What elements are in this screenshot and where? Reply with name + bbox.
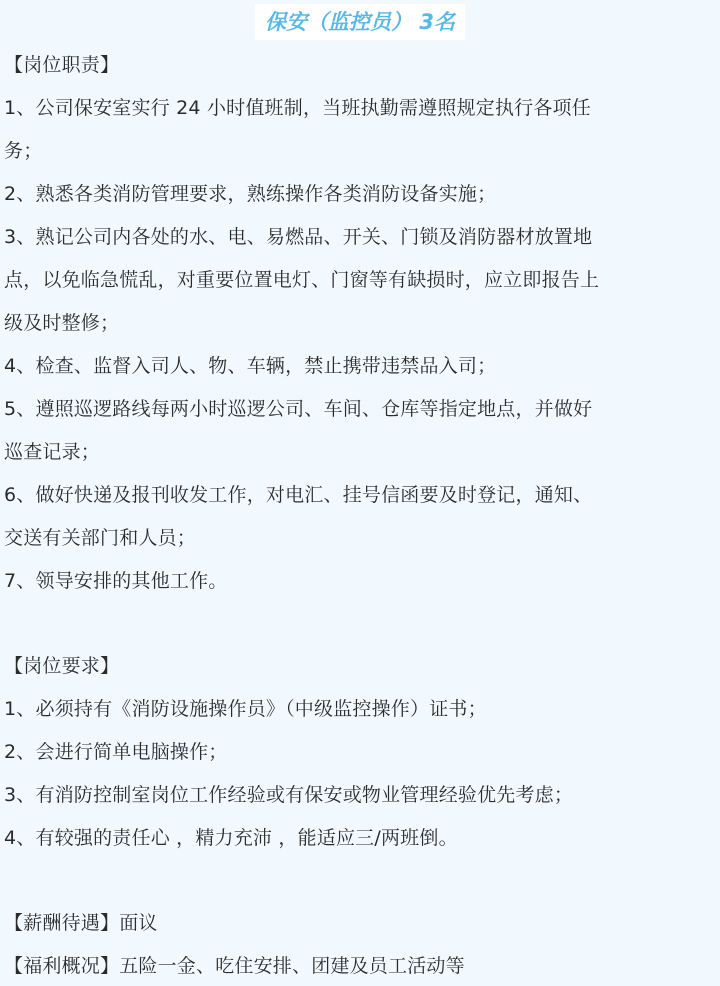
duty-line: 5、遵照巡逻路线每两小时巡逻公司、车间、仓库等指定地点，并做好 [4, 398, 593, 420]
duty-line: 4、检查、监督入司人、物、车辆，禁止携带违禁品入司； [4, 355, 497, 377]
duty-line: 6、做好快递及报刊收发工作，对电汇、挂号信函要及时登记，通知、 [4, 484, 593, 506]
duty-line: 级及时整修； [4, 312, 120, 334]
duty-line: 7、领导安排的其他工作。 [4, 570, 228, 592]
requirement-line: 1、必须持有《消防设施操作员》（中级监控操作）证书； [4, 698, 487, 720]
duty-line: 3、熟记公司内各处的水、电、易燃品、开关、门锁及消防器材放置地 [4, 226, 593, 248]
page-title: 保安（监控员） 3名 [255, 4, 465, 40]
title-bar [0, 0, 720, 44]
duty-line: 点，以免临急慌乱，对重要位置电灯、门窗等有缺损时，应立即报告上 [4, 269, 600, 291]
duty-line: 2、熟悉各类消防管理要求，熟练操作各类消防设备实施； [4, 183, 497, 205]
duties-header: 【岗位职责】 [4, 54, 120, 76]
requirement-line: 3、有消防控制室岗位工作经验或有保安或物业管理经验优先考虑； [4, 784, 574, 806]
requirement-line: 2、会进行简单电脑操作； [4, 741, 228, 763]
benefits-line: 【福利概况】五险一金、吃住安排、团建及员工活动等 [4, 955, 465, 977]
duty-line: 1、公司保安室实行 24 小时值班制，当班执勤需遵照规定执行各项任 [4, 97, 591, 119]
requirements-header: 【岗位要求】 [4, 655, 120, 677]
salary-line: 【薪酬待遇】面议 [4, 912, 158, 934]
duty-line: 交送有关部门和人员； [4, 527, 197, 549]
requirement-line: 4、有较强的责任心 ，精力充沛 ，能适应三/两班倒。 [4, 827, 458, 849]
duty-line: 巡查记录； [4, 441, 101, 463]
duty-line: 务； [4, 140, 43, 162]
